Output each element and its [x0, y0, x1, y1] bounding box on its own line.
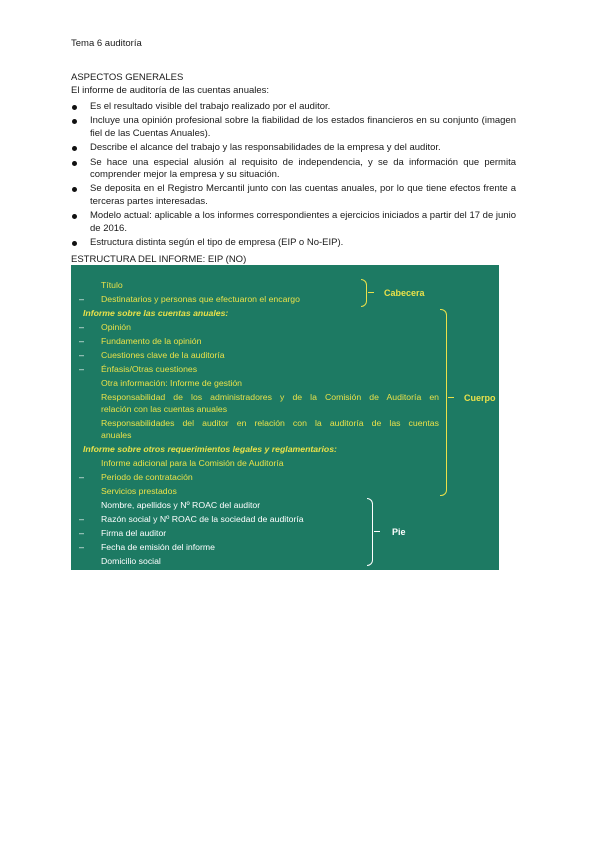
- bullet-item: Modelo actual: aplicable a los informes correspondientes a ejercicios iniciados a partir del 17 de junio de 2016.: [71, 210, 516, 235]
- cuerpo-item: relación con las cuentas anuales: [101, 404, 228, 414]
- bullet-list: [71, 101, 516, 251]
- cabecera-label: Cabecera: [384, 288, 425, 298]
- cuerpo-label: Cuerpo: [464, 393, 496, 403]
- pie-item: Firma del auditor: [101, 528, 167, 538]
- cuerpo-item: anuales: [101, 430, 132, 440]
- dash-marker: –: [79, 364, 85, 374]
- dash-marker: –: [79, 322, 85, 332]
- cuerpo-item: Opinión: [101, 322, 131, 332]
- cabecera-item: Destinatarios y personas que efectuaron el encargo: [101, 294, 300, 304]
- bullet-item: Describe el alcance del trabajo y las responsabilidades de la empresa y del auditor.: [71, 142, 516, 154]
- pie-item: Nombre, apellidos y Nº ROAC del auditor: [101, 500, 261, 510]
- bullet-icon: [72, 119, 77, 124]
- bullet-item: Estructura distinta según el tipo de empresa (EIP o No-EIP).: [71, 237, 516, 249]
- dash-marker: –: [79, 542, 85, 552]
- cabecera-brace: [361, 279, 367, 307]
- cabecera-item: Título: [101, 280, 123, 290]
- dash-marker: –: [79, 514, 85, 524]
- cuerpo-item: Periodo de contratación: [101, 472, 193, 482]
- document-header: Tema 6 auditoría: [71, 38, 142, 49]
- pie-brace: [367, 498, 373, 566]
- dash-marker: –: [79, 350, 85, 360]
- bullet-icon: [72, 161, 77, 166]
- cuerpo-heading-1: Informe sobre las cuentas anuales:: [83, 308, 229, 318]
- cuerpo-item: Servicios prestados: [101, 486, 177, 496]
- cuerpo-heading-2: Informe sobre otros requerimientos legales y reglamentarios:: [83, 444, 337, 454]
- cuerpo-item: Otra información: Informe de gestión: [101, 378, 242, 388]
- pie-label: Pie: [392, 527, 406, 537]
- bullet-icon: [72, 105, 77, 110]
- cuerpo-item: Cuestiones clave de la auditoría: [101, 350, 225, 360]
- cuerpo-item: Informe adicional para la Comisión de Auditoría: [101, 458, 284, 468]
- bullet-icon: [72, 187, 77, 192]
- cuerpo-item: Responsabilidades del auditor en relación con la auditoría de las cuentas: [101, 418, 439, 428]
- bullet-item: Incluye una opinión profesional sobre la fiabilidad de los estados financieros en su conjunto (imagen fiel de las Cuentas Anuales).: [71, 115, 516, 140]
- report-structure-diagram: [71, 265, 499, 570]
- cabecera-tick: [368, 292, 374, 293]
- section-title: ASPECTOS GENERALES: [71, 72, 184, 83]
- bullet-icon: [72, 146, 77, 151]
- pie-item: Razón social y Nº ROAC de la sociedad de auditoría: [101, 514, 304, 524]
- intro-text: El informe de auditoría de las cuentas anuales:: [71, 85, 270, 96]
- dash-marker: –: [79, 294, 85, 304]
- bullet-icon: [72, 214, 77, 219]
- dash-marker: –: [79, 528, 85, 538]
- cuerpo-item: Énfasis/Otras cuestiones: [101, 364, 198, 374]
- cuerpo-brace: [440, 309, 447, 496]
- pie-item: Domicilio social: [101, 556, 161, 566]
- bullet-item: Es el resultado visible del trabajo realizado por el auditor.: [71, 101, 516, 113]
- cuerpo-item: Fundamento de la opinión: [101, 336, 202, 346]
- dash-marker: –: [79, 336, 85, 346]
- pie-item: Fecha de emisión del informe: [101, 542, 215, 552]
- pie-tick: [374, 531, 380, 532]
- dash-marker: –: [79, 472, 85, 482]
- cuerpo-item: Responsabilidad de los administradores y de la Comisión de Auditoría en: [101, 392, 439, 402]
- bullet-icon: [72, 241, 77, 246]
- bullet-item: Se hace una especial alusión al requisito de independencia, y se da información que permita comprender mejor la empresa y su situación.: [71, 157, 516, 182]
- structure-title: ESTRUCTURA DEL INFORME: EIP (NO): [71, 254, 247, 265]
- bullet-item: Se deposita en el Registro Mercantil junto con las cuentas anuales, por lo que tiene efectos frente a terceras partes interesadas.: [71, 183, 516, 208]
- cuerpo-tick: [448, 397, 454, 398]
